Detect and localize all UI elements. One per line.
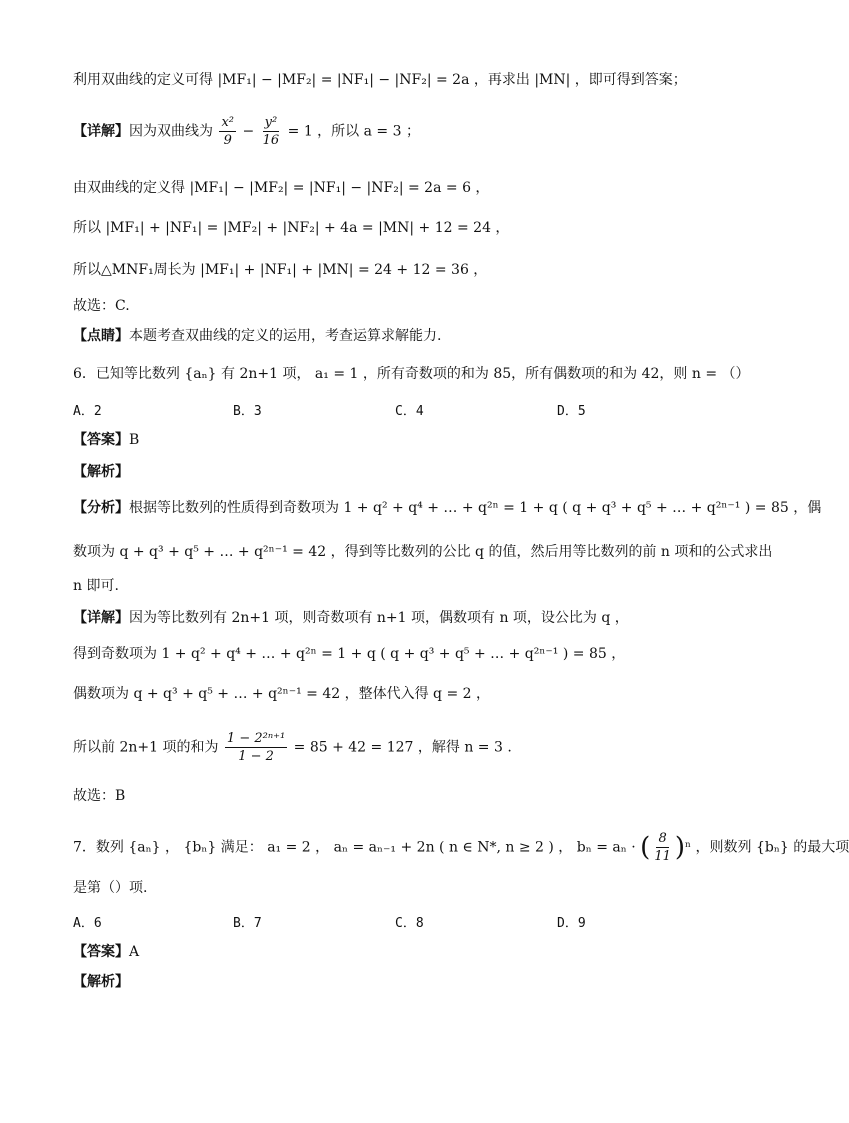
q7-option-d: D．9 xyxy=(557,916,586,931)
detail-line-1: 【详解】因为双曲线为 $\frac{\text{x²}}{9}$ − $\frac{\text{y²}}{16}$ = 1 ，所以 a = 3 ； xyxy=(73,115,420,148)
question-6: 6．已知等比数列 {aₙ} 有 2n+1 项， a₁ = 1 ，所有奇数项的和为 85，所有偶数项的和为 42，则 n = （） xyxy=(73,366,750,382)
text-line-4: 所以 |MF₁| + |NF₁| = |MF₂| + |NF₂| + 4a = |MN| + 12 = 24 ， xyxy=(73,220,510,236)
detail2-line-5: 故选：B xyxy=(73,788,126,804)
q7-analysis-heading: 【解析】 xyxy=(73,974,129,990)
comment-tag: 【点睛】 xyxy=(73,328,129,344)
analysis-line-1: 【分析】根据等比数列的性质得到奇数项为 1 + q² + q⁴ + … + q²ⁿ = 1 + q ( q + q³ + q⁵ + … + q²ⁿ⁻¹ ) = 85 ，偶 xyxy=(73,500,822,516)
analysis-line-3: n 即可. xyxy=(73,578,119,594)
q6-answer: 【答案】B xyxy=(73,432,140,448)
question-7: 7．数列 {aₙ} ， {bₙ} 满足： a₁ = 2 ， aₙ = aₙ₋₁ + 2n ( n ∈ N*, n ≥ 2 ) ， bₙ = aₙ · ( $\frac{8}{11}$ )ⁿ ，则数列 {bₙ} 的最大项 xyxy=(73,831,849,864)
q6-option-b: B．3 xyxy=(233,404,262,419)
text-line-3: 由双曲线的定义得 |MF₁| − |MF₂| = |NF₁| − |NF₂| = 2a = 6 ， xyxy=(73,180,490,196)
text-line-5: 所以△MNF₁周长为 |MF₁| + |NF₁| + |MN| = 24 + 12 = 36 ， xyxy=(73,262,488,278)
fraction-geometric-sum: $\frac{\text{1 − 2²ⁿ⁺¹}}{1 - 2}$ xyxy=(226,731,286,764)
q6-analysis-heading: 【解析】 xyxy=(73,464,129,480)
q6-option-a: A．2 xyxy=(73,404,102,419)
detail2-line-2: 得到奇数项为 1 + q² + q⁴ + … + q²ⁿ = 1 + q ( q + q³ + q⁵ + … + q²ⁿ⁻¹ ) = 85 ， xyxy=(73,646,626,662)
q6-option-c: C．4 xyxy=(395,404,424,419)
fraction-8-over-11: $\frac{8}{11}$ xyxy=(654,831,671,864)
detail-text: 因为双曲线为 xyxy=(129,123,213,140)
q7-answer: 【答案】A xyxy=(73,944,140,960)
fraction-x2-over-9: $\frac{\text{x²}}{9}$ xyxy=(221,115,234,148)
text-line-1: 利用双曲线的定义可得 |MF₁| − |MF₂| = |NF₁| − |NF₂| = 2a ，再求出 |MN| ，即可得到答案； xyxy=(73,72,687,88)
detail2-line-1: 【详解】因为等比数列有 2n+1 项，则奇数项有 n+1 项，偶数项有 n 项，设公比为 q ， xyxy=(73,610,629,626)
question-7-line-2: 是第（）项. xyxy=(73,880,148,896)
comment-line: 【点睛】本题考查双曲线的定义的运用，考查运算求解能力. xyxy=(73,328,442,344)
detail2-line-3: 偶数项为 q + q³ + q⁵ + … + q²ⁿ⁻¹ = 42 ，整体代入得 q = 2 ， xyxy=(73,686,491,702)
fraction-y2-over-16: $\frac{\text{y²}}{16}$ xyxy=(262,115,280,148)
q6-option-d: D．5 xyxy=(557,404,586,419)
analysis-line-2: 数项为 q + q³ + q⁵ + … + q²ⁿ⁻¹ = 42 ，得到等比数列的公比 q 的值，然后用等比数列的前 n 项和的公式求出 xyxy=(73,544,773,560)
q7-option-b: B．7 xyxy=(233,916,262,931)
q7-option-a: A．6 xyxy=(73,916,102,931)
detail2-line-4: 所以前 2n+1 项的和为 $\frac{\text{1 − 2²ⁿ⁺¹}}{1 - 2}$ = 85 + 42 = 127 ，解得 n = 3 . xyxy=(73,731,512,764)
text-line-6: 故选：C. xyxy=(73,298,130,314)
q7-option-c: C．8 xyxy=(395,916,424,931)
detail-tag: 【详解】 xyxy=(73,123,129,140)
